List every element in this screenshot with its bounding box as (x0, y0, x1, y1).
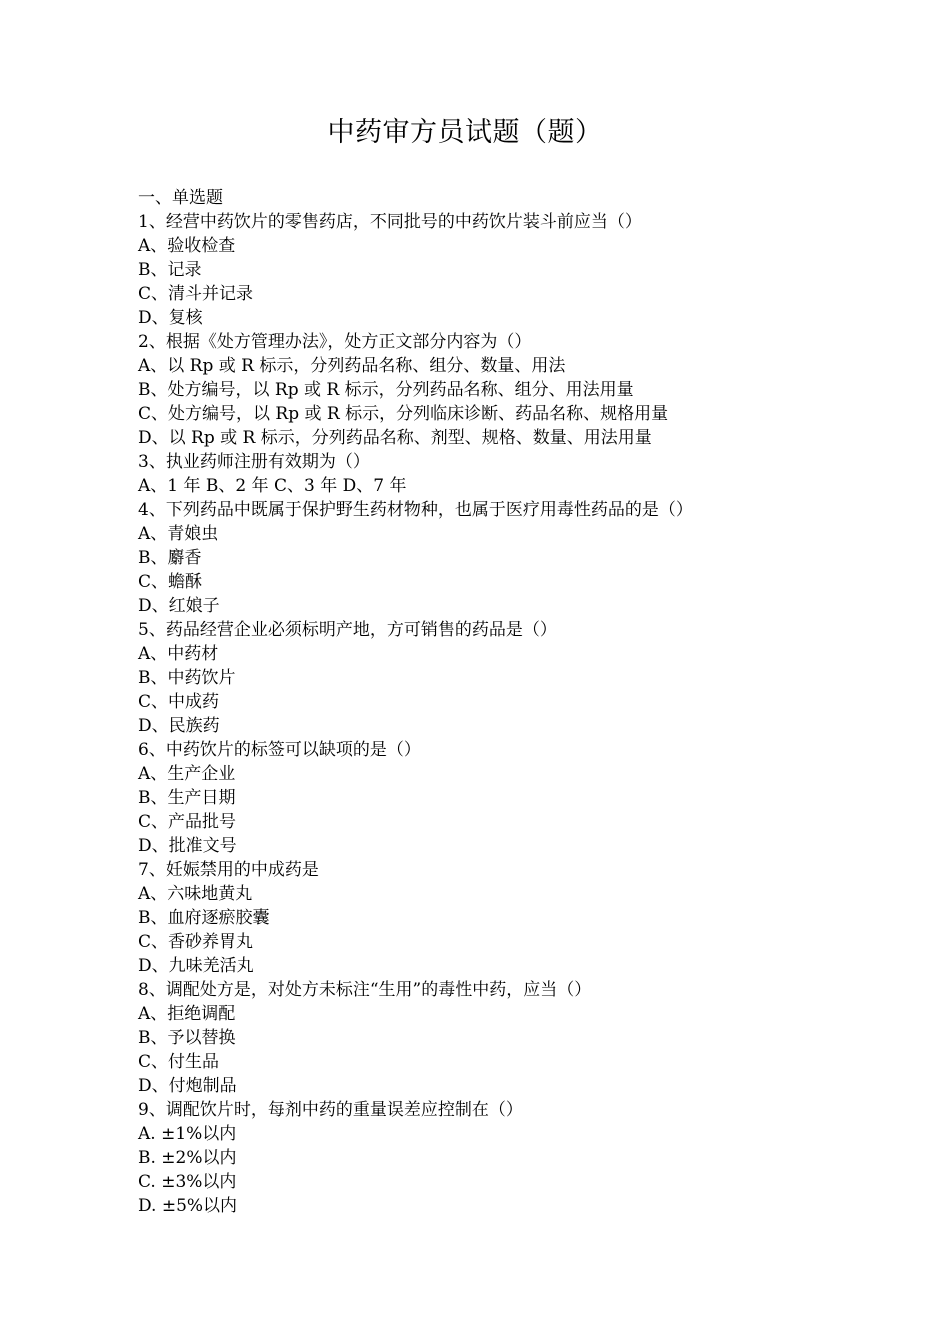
question-9-option-d: D. ±5%以内 (138, 1196, 238, 1216)
document-body (138, 186, 898, 1218)
question-8: 8、调配处方是，对处方未标注“生用”的毒性中药，应当（） (138, 980, 592, 1000)
question-2-option-c: C、处方编号，以 Rp 或 R 标示，分列临床诊断、药品名称、规格用量 (138, 404, 669, 424)
question-3: 3、执业药师注册有效期为（） (138, 452, 370, 472)
question-8-option-d: D、付炮制品 (138, 1076, 237, 1096)
question-1-option-d: D、复核 (138, 308, 203, 328)
question-4-option-a: A、青娘虫 (138, 524, 219, 544)
question-4-option-b: B、麝香 (138, 548, 202, 568)
question-7-option-d: D、九味羌活丸 (138, 956, 254, 976)
question-1-option-a: A、验收检查 (138, 236, 236, 256)
question-6-option-d: D、批准文号 (138, 836, 237, 856)
question-5: 5、药品经营企业必须标明产地，方可销售的药品是（） (138, 620, 557, 640)
question-6-option-b: B、生产日期 (138, 788, 236, 808)
question-9-option-b: B. ±2%以内 (138, 1148, 237, 1168)
question-9-option-c: C. ±3%以内 (138, 1172, 237, 1192)
question-5-option-a: A、中药材 (138, 644, 219, 664)
question-5-option-c: C、中成药 (138, 692, 220, 712)
question-6-option-a: A、生产企业 (138, 764, 236, 784)
question-8-option-b: B、予以替换 (138, 1028, 236, 1048)
question-8-option-a: A、拒绝调配 (138, 1004, 236, 1024)
question-7: 7、妊娠禁用的中成药是 (138, 860, 319, 880)
question-7-option-c: C、香砂养胃丸 (138, 932, 254, 952)
question-2-option-b: B、处方编号，以 Rp 或 R 标示，分列药品名称、组分、用法用量 (138, 380, 634, 400)
question-9-option-a: A. ±1%以内 (138, 1124, 237, 1144)
question-1-option-c: C、清斗并记录 (138, 284, 254, 304)
question-9: 9、调配饮片时，每剂中药的重量误差应控制在（） (138, 1100, 523, 1120)
question-7-option-a: A、六味地黄丸 (138, 884, 253, 904)
question-2-option-a: A、以 Rp 或 R 标示，分列药品名称、组分、数量、用法 (138, 356, 566, 376)
question-3-options: A、1 年 B、2 年 C、3 年 D、7 年 (138, 476, 407, 496)
document-title: 中药审方员试题（题） (327, 117, 603, 147)
question-2-option-d: D、以 Rp 或 R 标示，分列药品名称、剂型、规格、数量、用法用量 (138, 428, 652, 448)
question-4: 4、下列药品中既属于保护野生药材物种，也属于医疗用毒性药品的是（） (138, 500, 693, 520)
question-8-option-c: C、付生品 (138, 1052, 220, 1072)
question-4-option-c: C、蟾酥 (138, 572, 203, 592)
question-5-option-b: B、中药饮片 (138, 668, 236, 688)
question-1-option-b: B、记录 (138, 260, 202, 280)
question-7-option-b: B、血府逐瘀胶囊 (138, 908, 270, 928)
question-1: 1、经营中药饮片的零售药店，不同批号的中药饮片装斗前应当（） (138, 212, 642, 232)
section-heading: 一、单选题 (138, 188, 223, 208)
question-2: 2、根据《处方管理办法》，处方正文部分内容为（） (138, 332, 532, 352)
question-6-option-c: C、产品批号 (138, 812, 237, 832)
question-4-option-d: D、红娘子 (138, 596, 220, 616)
question-5-option-d: D、民族药 (138, 716, 220, 736)
question-6: 6、中药饮片的标签可以缺项的是（） (138, 740, 421, 760)
